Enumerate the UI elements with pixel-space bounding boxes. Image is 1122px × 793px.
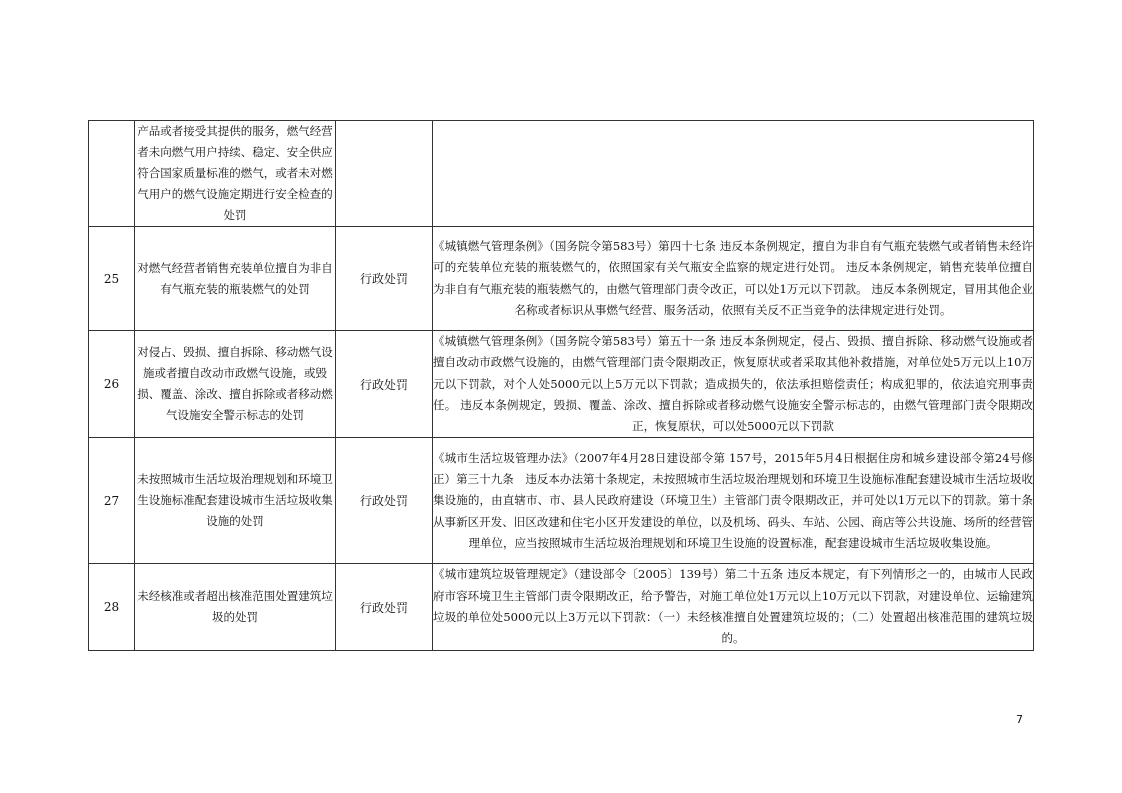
table-row [89,438,1034,564]
legal-basis [433,121,1034,227]
item-type: 行政处罚 [336,564,433,650]
item-type: 行政处罚 [336,227,433,331]
item-type [336,121,433,227]
row-number: 27 [89,438,135,564]
legal-basis: 《城镇燃气管理条例》（国务院令第583号）第四十七条 违反本条例规定，擅自为非自有气瓶充装燃气或者销售未经许可的充装单位充装的瓶装燃气的，依照国家有关气瓶安全监察的规定进行处罚。 违反本条例规定，销售充装单位擅自为非自有气瓶充装的瓶装燃气的，由燃气管理部门责令改正，可以处1万元以下罚款。 违反本条例规定，冒用其他企业名称或者标识从事燃气经营、服务活动，依照有关反不正当竞争的法律规定进行处罚。 [433,227,1034,331]
item-type: 行政处罚 [336,438,433,564]
item-type: 行政处罚 [336,331,433,438]
row-number: 25 [89,227,135,331]
row-number: 26 [89,331,135,438]
table-row [89,121,1034,227]
penalty-table [88,120,1045,651]
table-row [89,564,1034,650]
table-row [89,227,1034,331]
item-name: 对侵占、毁损、擅自拆除、移动燃气设施或者擅自改动市政燃气设施，或毁损、覆盖、涂改、擅自拆除或者移动燃气设施安全警示标志的处罚 [135,331,336,438]
row-number: 28 [89,564,135,650]
item-name: 产品或者接受其提供的服务，燃气经营者未向燃气用户持续、稳定、安全供应符合国家质量标准的燃气，或者未对燃气用户的燃气设施定期进行安全检查的处罚 [135,121,336,227]
item-name: 未经核准或者超出核准范围处置建筑垃圾的处罚 [135,564,336,650]
legal-basis: 《城镇燃气管理条例》（国务院令第583号）第五十一条 违反本条例规定，侵占、毁损、擅自拆除、移动燃气设施或者擅自改动市政燃气设施的，由燃气管理部门责令限期改正，恢复原状或者采取其他补救措施，对单位处5万元以上10万元以下罚款，对个人处5000元以上5万元以下罚款；造成损失的，依法承担赔偿责任；构成犯罪的，依法追究刑事责任。 违反本条例规定，毁损、覆盖、涂改、擅自拆除或者移动燃气设施安全警示标志的，由燃气管理部门责令限期改正，恢复原状，可以处5000元以下罚款 [433,331,1034,438]
page-number: 7 [1016,713,1023,726]
table-row [89,331,1034,438]
legal-basis: 《城市生活垃圾管理办法》（2007年4月28日建设部令第 157号，2015年5月4日根据住房和城乡建设部令第24号修正）第三十九条 违反本办法第十条规定，未按照城市生活垃圾治理规划和环境卫生设施标准配套建设城市生活垃圾收集设施的，由直辖市、市、县人民政府建设（环境卫生）主管部门责令限期改正，并可处以1万元以下的罚款。第十条 从事新区开发、旧区改建和住宅小区开发建设的单位，以及机场、码头、车站、公园、商店等公共设施、场所的经营管理单位，应当按照城市生活垃圾治理规划和环境卫生设施的设置标准，配套建设城市生活垃圾收集设施。 [433,438,1034,564]
item-name: 未按照城市生活垃圾治理规划和环境卫生设施标准配套建设城市生活垃圾收集设施的处罚 [135,438,336,564]
legal-basis: 《城市建筑垃圾管理规定》（建设部令〔2005〕139号）第二十五条 违反本规定，有下列情形之一的，由城市人民政府市容环境卫生主管部门责令限期改正，给予警告，对施工单位处1万元以上10万元以下罚款，对建设单位、运输建筑垃圾的单位处5000元以上3万元以下罚款：（一）未经核准擅自处置建筑垃圾的；（二）处置超出核准范围的建筑垃圾的。 [433,564,1034,650]
row-number [89,121,135,227]
item-name: 对燃气经营者销售充装单位擅自为非自有气瓶充装的瓶装燃气的处罚 [135,227,336,331]
